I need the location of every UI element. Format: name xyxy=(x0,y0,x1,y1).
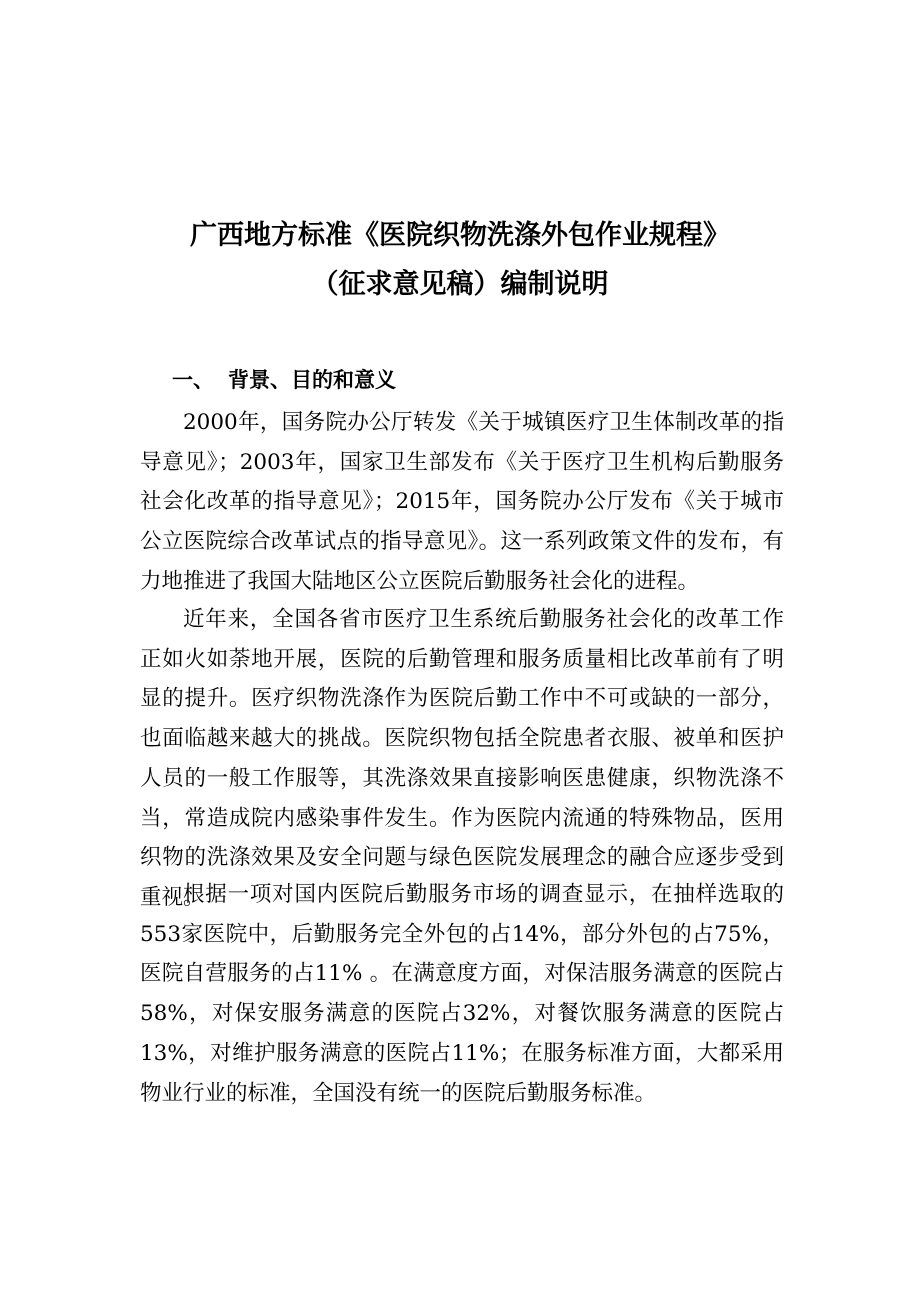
document-title-line1: 广西地方标准《医院织物洗涤外包作业规程》 xyxy=(190,220,730,251)
body-paragraph-1: 2000年，国务院办公厅转发《关于城镇医疗卫生体制改革的指导意见》；2003年，国家卫生部发布《关于医疗卫生机构后勤服务社会化改革的指导意见》；2015年，国务院办公厅发布《关于城市公立医院综合改革试点的指导意见》。这一系列政策文件的发布，有力地推进了我国大陆地区公立医院后勤服务社会化的进程。 xyxy=(140,410,784,594)
section-title: 背景、目的和意义 xyxy=(228,367,396,392)
body-paragraph-3: 根据一项对国内医院后勤服务市场的调查显示，在抽样选取的553家医院中，后勤服务完全外包的占14%，部分外包的占75%，医院自营服务的占11% 。在满意度方面，对保洁服务满意的医院占58%，对保安服务满意的医院占32%，对餐饮服务满意的医院占13%，对维护服务满意的医院占11%；在服务标准方面，大都采用物业行业的标准，全国没有统一的医院后勤服务标准。 xyxy=(140,882,784,1106)
section-number: 一、 xyxy=(172,367,214,392)
document-title-line2: （征求意见稿）编制说明 xyxy=(311,269,609,300)
section-heading xyxy=(172,364,396,394)
body-paragraph-2: 近年来，全国各省市医疗卫生系统后勤服务社会化的改革工作正如火如荼地开展，医院的后勤管理和服务质量相比改革前有了明显的提升。医疗织物洗涤作为医院后勤工作中不可或缺的一部分，也面临越来越大的挑战。医院织物包括全院患者衣服、被单和医护人员的一般工作服等，其洗涤效果直接影响医患健康，织物洗涤不当，常造成院内感染事件发生。作为医院内流通的特殊物品，医用织物的洗涤效果及安全问题与绿色医院发展理念的融合应逐步受到重视。 xyxy=(140,607,784,910)
